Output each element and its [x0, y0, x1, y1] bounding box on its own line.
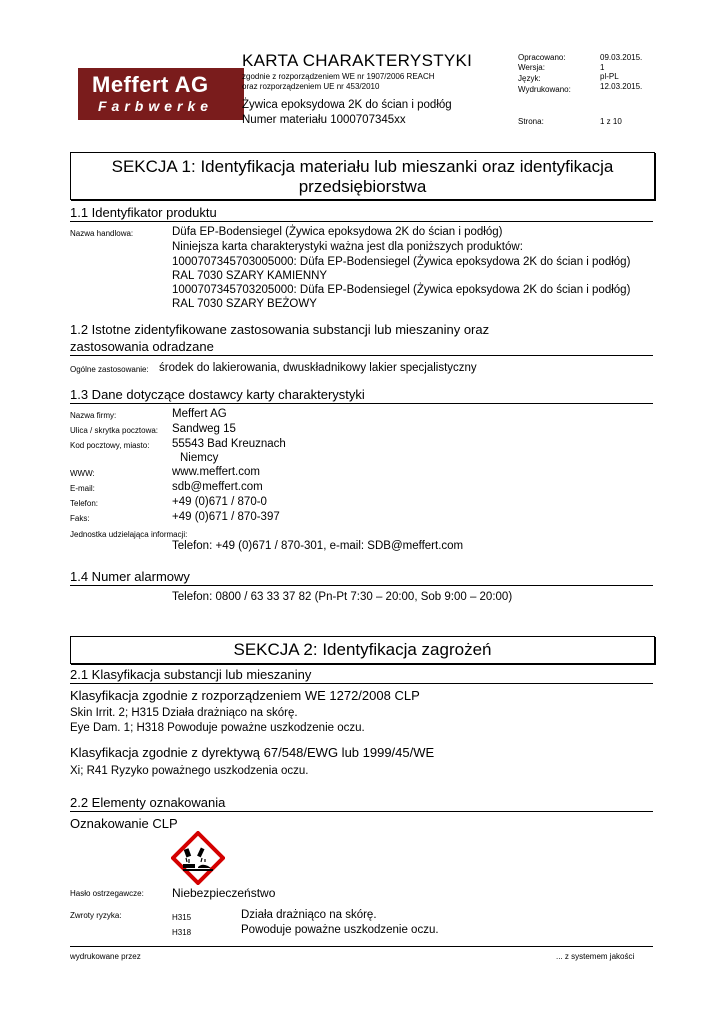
heading-1-3: 1.3 Dane dotyczące dostawcy karty charakterystyki — [70, 387, 365, 402]
meta-language-value: pl-PL — [600, 72, 619, 81]
use-label: Ogólne zastosowanie: — [70, 365, 149, 374]
meta-prepared-value: 09.03.2015. — [600, 53, 643, 62]
directive-classification: Xi; R41 Ryzyko poważnego uszkodzenia oczu. — [70, 765, 309, 777]
logo-subtitle: Farbwerke — [98, 98, 214, 114]
material-number: Numer materiału 1000707345xx — [242, 114, 406, 126]
heading-1-1: 1.1 Identyfikator produktu — [70, 205, 217, 220]
info-unit-value: Telefon: +49 (0)671 / 870-301, e-mail: SDB@meffert.com — [172, 540, 464, 552]
meta-printed-label: Wydrukowano: — [518, 85, 571, 94]
clp-label: Oznakowanie CLP — [70, 816, 178, 831]
clp-heading: Klasyfikacja zgodnie z rozporządzeniem WE 1272/2008 CLP — [70, 688, 420, 703]
supplier-label: Faks: — [70, 514, 90, 523]
heading-1-2-line-1: 1.2 Istotne zidentyfikowane zastosowania substancji lub mieszaniny oraz — [70, 322, 490, 337]
regulation-line-2: oraz rozporządzeniem UE nr 453/2010 — [242, 82, 380, 91]
trade-line: 1000707345703005000: Düfa EP-Bodensiegel (Żywica epoksydowa 2K do ścian i podłóg) — [172, 256, 631, 268]
trade-line: Düfa EP-Bodensiegel (Żywica epoksydowa 2K do ścian i podłóg) — [172, 226, 503, 238]
supplier-label: E-mail: — [70, 484, 95, 493]
clp-classification: Skin Irrit. 2; H315 Działa drażniąco na skórę. — [70, 707, 298, 719]
email-link[interactable]: sdb@meffert.com — [172, 481, 263, 493]
trade-line: 1000707345703205000: Düfa EP-Bodensiegel (Żywica epoksydowa 2K do ścian i podłóg) — [172, 284, 631, 296]
section-2-title: SEKCJA 2: Identyfikacja zagrożeń — [233, 640, 492, 659]
heading-1-4: 1.4 Numer alarmowy — [70, 569, 190, 584]
use-value: środek do lakierowania, dwuskładnikowy lakier specjalistyczny — [159, 362, 477, 374]
meta-page-label: Strona: — [518, 117, 544, 126]
hazard-text: Powoduje poważne uszkodzenie oczu. — [241, 924, 439, 936]
hazard-code: H318 — [172, 928, 192, 937]
company-logo — [78, 68, 244, 120]
supplier-label: Telefon: — [70, 499, 99, 508]
meta-version-label: Wersja: — [518, 63, 545, 72]
supplier-value: +49 (0)671 / 870-397 — [172, 511, 280, 523]
meta-language-label: Język: — [518, 74, 541, 83]
supplier-label: WWW: — [70, 469, 95, 478]
trade-line: RAL 7030 SZARY KAMIENNY — [172, 270, 328, 282]
footer-right: ... z systemem jakości — [556, 952, 635, 961]
regulation-line-1: zgodnie z rozporządzeniem WE nr 1907/2006 REACH — [242, 72, 435, 81]
divider — [70, 683, 653, 684]
supplier-label: Ulica / skrytka pocztowa: — [70, 426, 159, 435]
hazard-text: Działa drażniąco na skórę. — [241, 909, 377, 921]
signal-word-label: Hasło ostrzegawcze: — [70, 889, 144, 898]
heading-2-2: 2.2 Elementy oznakowania — [70, 795, 226, 810]
section-1-header — [70, 152, 655, 200]
clp-classification: Eye Dam. 1; H318 Powoduje poważne uszkodzenie oczu. — [70, 722, 365, 734]
ghs-corrosion-icon — [171, 831, 225, 885]
section-1-title-line-1: SEKCJA 1: Identyfikacja materiału lub mieszanki oraz identyfikacja — [111, 157, 614, 176]
section-2-header — [70, 636, 655, 664]
divider — [70, 585, 653, 586]
footer-left: wydrukowane przez — [70, 952, 141, 961]
product-name: Żywica epoksydowa 2K do ścian i podłóg — [242, 99, 452, 111]
meta-page-value: 1 z 10 — [600, 117, 622, 126]
trade-line: Niniejsza karta charakterystyki ważna jest dla poniższych produktów: — [172, 241, 523, 253]
footer-divider — [70, 946, 653, 947]
section-1-title-line-2: przedsiębiorstwa — [298, 177, 427, 196]
meta-prepared-label: Opracowano: — [518, 53, 566, 62]
logo-name: Meffert AG — [92, 72, 209, 97]
risk-phrases-label: Zwroty ryzyka: — [70, 911, 122, 920]
supplier-value: Niemcy — [180, 452, 219, 464]
website-link[interactable]: www.meffert.com — [172, 466, 260, 478]
divider — [70, 355, 653, 356]
info-unit-label: Jednostka udzielająca informacji: — [70, 530, 188, 539]
trade-name-label: Nazwa handlowa: — [70, 229, 134, 238]
divider — [70, 811, 653, 812]
document-title: KARTA CHARAKTERYSTYKI — [242, 51, 473, 70]
trade-line: RAL 7030 SZARY BEŻOWY — [172, 298, 317, 310]
divider — [70, 403, 653, 404]
divider — [70, 221, 653, 222]
heading-2-1: 2.1 Klasyfikacja substancji lub mieszaniny — [70, 667, 312, 682]
supplier-value: +49 (0)671 / 870-0 — [172, 496, 267, 508]
directive-heading: Klasyfikacja zgodnie z dyrektywą 67/548/EWG lub 1999/45/WE — [70, 745, 435, 760]
heading-1-2-line-2: zastosowania odradzane — [70, 339, 214, 354]
meta-printed-value: 12.03.2015. — [600, 82, 643, 91]
supplier-value: 55543 Bad Kreuznach — [172, 438, 286, 450]
signal-word-value: Niebezpieczeństwo — [172, 886, 276, 900]
hazard-code: H315 — [172, 913, 192, 922]
supplier-label: Nazwa firmy: — [70, 411, 117, 420]
supplier-value: Meffert AG — [172, 408, 227, 420]
meta-version-value: 1 — [600, 63, 605, 72]
supplier-value: Sandweg 15 — [172, 423, 236, 435]
emergency-phone: Telefon: 0800 / 63 33 37 82 (Pn-Pt 7:30 – 20:00, Sob 9:00 – 20:00) — [172, 591, 513, 603]
supplier-label: Kod pocztowy, miasto: — [70, 441, 150, 450]
